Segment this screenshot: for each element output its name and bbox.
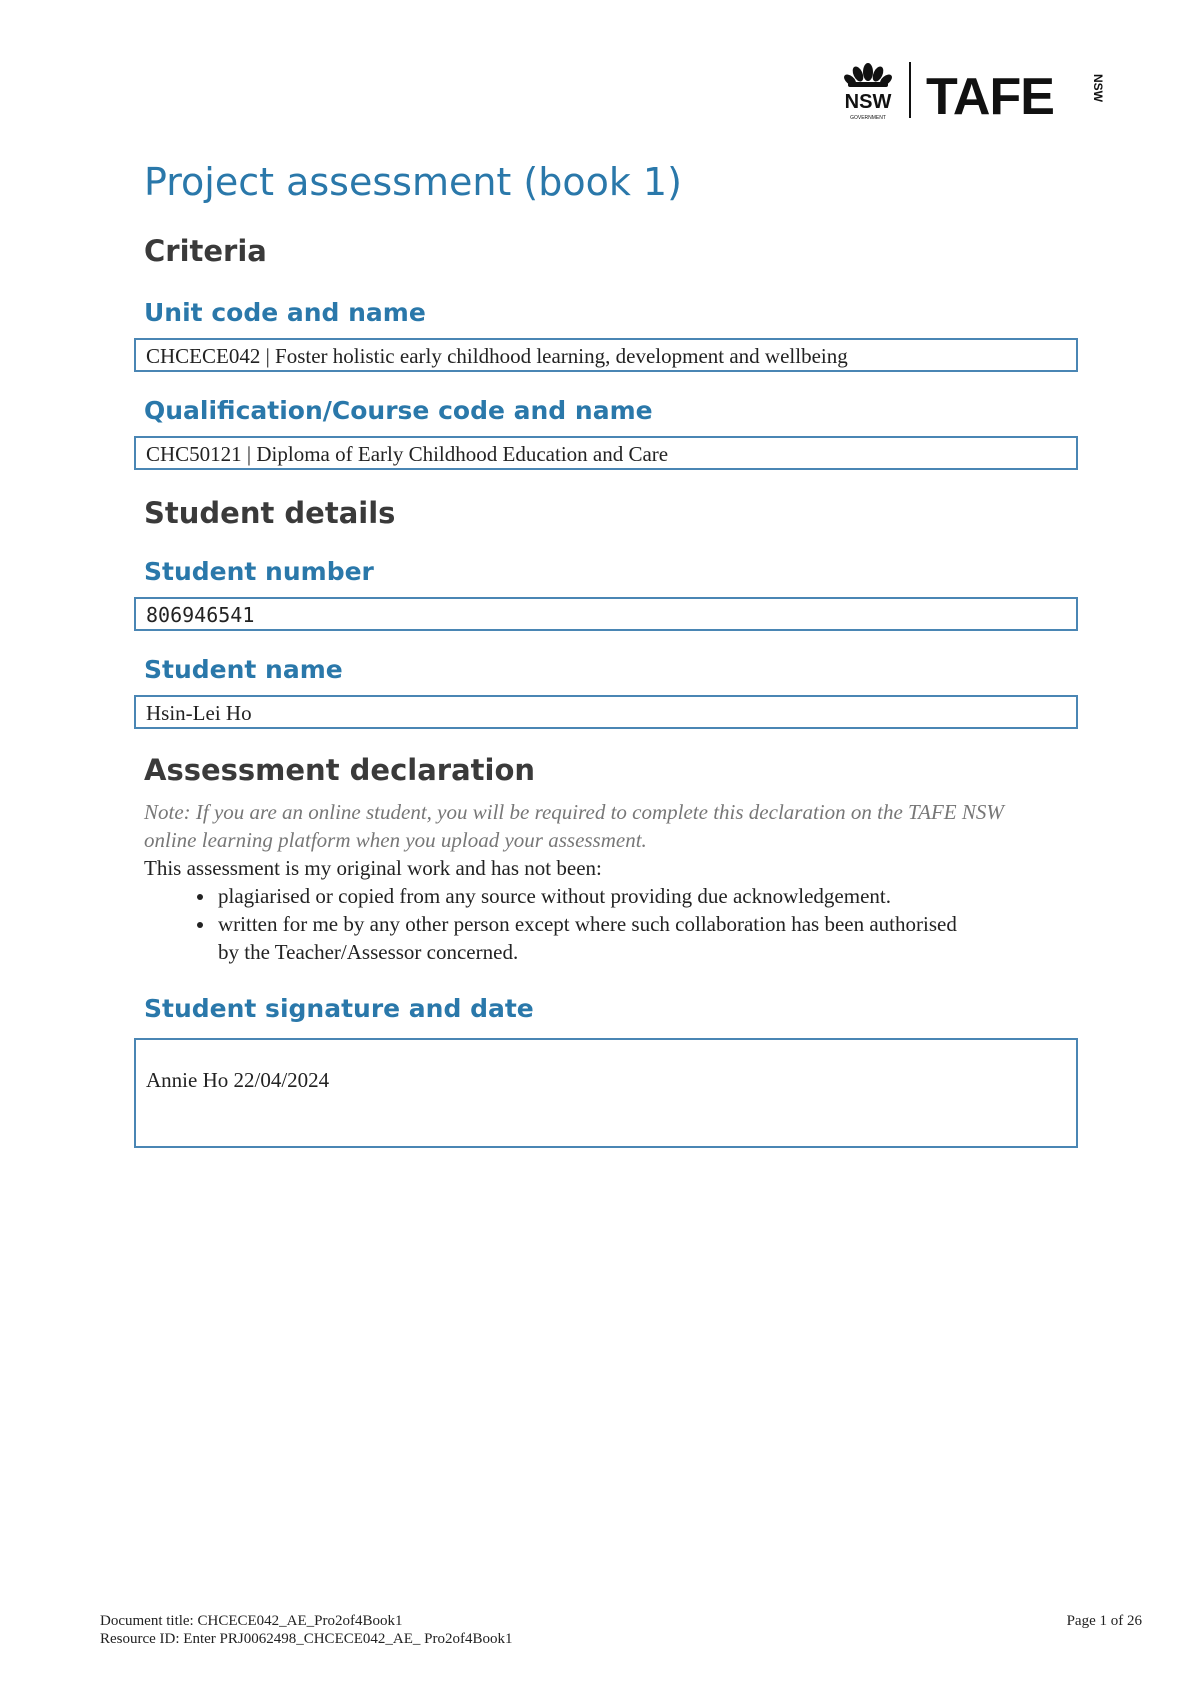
student-name-label: Student name	[144, 655, 343, 685]
svg-text:NSW: NSW	[1091, 74, 1105, 102]
page-title: Project assessment (book 1)	[144, 160, 682, 204]
resource-id: Resource ID: Enter PRJ0062498_CHCECE042_AE_ Pro2of4Book1	[100, 1631, 513, 1647]
declaration-note: Note: If you are an online student, you will be required to complete this declaration on the TAFE NSW online learning platform when you upload your assessment.	[144, 799, 1004, 852]
list-item: • written for me by any other person except where such collaboration has been authorised by the Teacher/Assessor concerned.	[216, 910, 978, 966]
list-item: • plagiarised or copied from any source without providing due acknowledgement.	[216, 882, 1078, 910]
page-number: Page 1 of 26	[1066, 1613, 1142, 1629]
signature-field[interactable]: Annie Ho 22/04/2024	[134, 1038, 1078, 1148]
waratah-icon	[842, 63, 894, 88]
student-details-heading: Student details	[144, 496, 396, 531]
declaration-intro: This assessment is my original work and has not been:	[144, 855, 602, 880]
declaration-list	[144, 882, 1078, 966]
student-number-field[interactable]: 806946541	[134, 597, 1078, 631]
page-footer	[100, 1612, 1142, 1648]
unit-label: Unit code and name	[144, 298, 426, 328]
qualification-field[interactable]: CHC50121 | Diploma of Early Childhood Education and Care	[134, 436, 1078, 470]
criteria-heading: Criteria	[144, 233, 267, 268]
svg-text:TAFE: TAFE	[926, 68, 1054, 126]
tafe-nsw-logo	[838, 58, 1105, 126]
student-number-label: Student number	[144, 557, 374, 587]
student-name-field[interactable]: Hsin-Lei Ho	[134, 695, 1078, 729]
declaration-heading: Assessment declaration	[144, 753, 536, 788]
svg-text:NSW: NSW	[844, 91, 892, 113]
unit-field[interactable]: CHCECE042 | Foster holistic early childhood learning, development and wellbeing	[134, 338, 1078, 372]
qualification-label: Qualification/Course code and name	[144, 396, 653, 426]
document-title: Document title: CHCECE042_AE_Pro2of4Book1	[100, 1613, 403, 1629]
svg-text:GOVERNMENT: GOVERNMENT	[850, 115, 886, 121]
document-body	[144, 160, 1078, 1148]
signature-label: Student signature and date	[144, 993, 534, 1023]
